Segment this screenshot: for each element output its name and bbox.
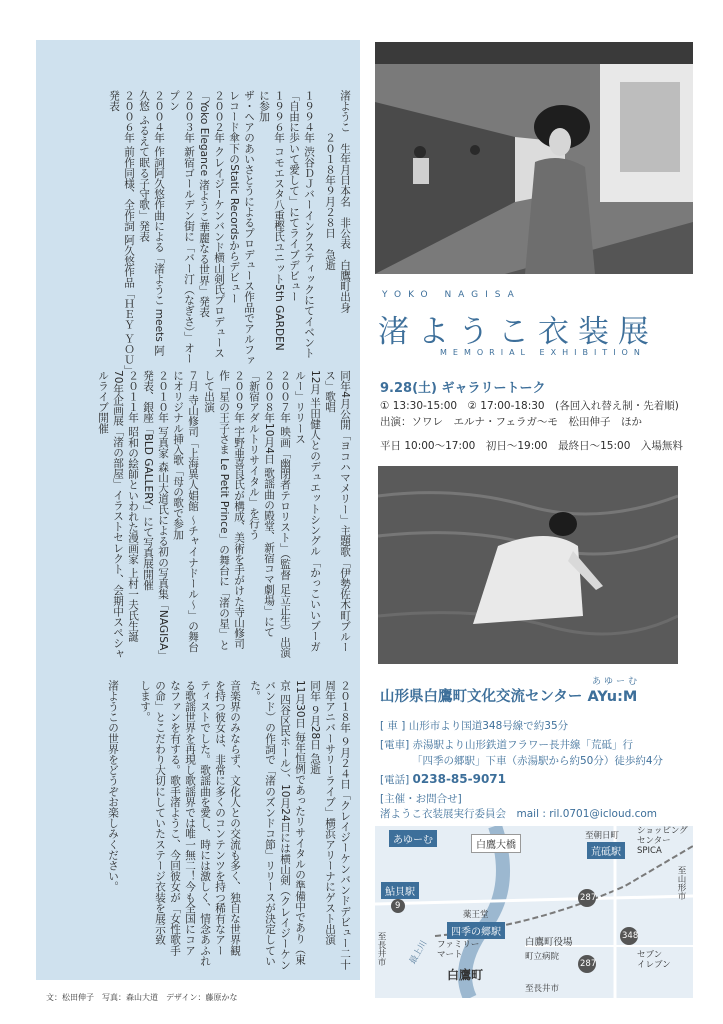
map-for-asahi: 至朝日町 [585, 831, 620, 841]
map-seven-eleven: セブン イレブン [637, 950, 671, 970]
bio-column: ザ・ヘアのあいさとうによるプロデュース作品でアルファ レコード傘下のStatic Recordsからデビュー ２００２年 クレイジーケンバンド横山剣氏プロデュース 「Yoko Elegance 渚ようこ華麗なる世界」発表 [198, 90, 255, 366]
exhibition-title: 渚ようこ衣装展 [378, 314, 658, 350]
map-town-office: 白鷹町役場 [525, 937, 573, 948]
bio-column: 同年4月公開「ヨコハマメリー」主題歌「伊勢佐木町ブルー ス」歌唱 12月 半田健人とのデュエットシングル「かっこいいブーガ ルー」リリース ２００７年 映画「幽閉者テロリスト」（監督 足立正生）出演 [279, 370, 351, 658]
map-family-mart: ファミリー マート [437, 940, 480, 960]
map-town-name: 白鷹町 [447, 968, 484, 982]
map-bridge-label: 白鷹大橋 [471, 834, 521, 853]
bio-column: １９９４年 渋谷ＤＪバーインクスティックにてイベント 「自由に歩いて愛して」にてライブデビュー １９９６年 コモエスタ八重樫氏ユニット5th GARDEN に参加 [258, 90, 315, 359]
subtitle-english: MEMORIAL EXHIBITION [440, 348, 646, 357]
car-directions: 山形市より国道348号線で約35分 [408, 720, 569, 732]
map-for-nagai: 至長井市 [376, 932, 386, 966]
organizer-label: [主催・お問合せ] [380, 793, 462, 805]
car-label: [ 車 ] [380, 720, 406, 732]
biography-panel [36, 40, 360, 980]
bio-column: ２０１８年 ９月２４日「クレイジーケンバンドデビュー二十 周年アニバーサリーライブ」横浜アリーナにゲスト出演 同年 ９月28日 急逝 11月30日 毎年恒例であったリサイタルの準備中であり（東 京 四谷区民ホール）、10月24日には横山剣（クレイジーケン バンド）の作詞で「渚のズンドコ節」リリースが決定してい た。 [249, 680, 351, 971]
gallery-talk-times: ① 13:30-15:00 ② 17:00-18:30 (各回入れ替え制・先着順) [380, 400, 679, 412]
map-shopping-center: ショッピング センター SPICA [637, 826, 688, 856]
train-directions-2: 「四季の郷駅」下車（赤湯駅から約50分）徒歩約4分 [412, 755, 664, 767]
map-route-348: 348 [622, 931, 639, 941]
bio-column: 渚ようこ 生年月日本名 非公表 白鷹町出身 ２０１８年９月２８日 急逝 [324, 90, 351, 313]
venue-name: 山形県白鷹町文化交流センター AYu:M [380, 689, 638, 705]
contact-mail: mail : ril.0701@icloud.com [516, 808, 658, 820]
map-ayum-label: あゆーむ [389, 830, 437, 847]
bio-column: ２００３年 新宿ゴールデン街に「バー汀（なぎさ）」オー プン ２００４年 作詞阿久悠作曲による「渚ようこ meets 阿 久悠 ふるえて眠る子守歌」発表 ２００６年 前作同様、全作詞 阿久悠作品「ＨＥＹ ＹＯＵ」 発表 [108, 90, 195, 376]
train-directions: 赤湯駅より山形鉄道フラワー長井線「荒砥」行 [412, 739, 634, 751]
opening-hours: 平日 10:00～17:00 初日～19:00 最終日～15:00 入場無料 [380, 440, 683, 452]
dune-photo [378, 466, 678, 664]
gallery-talk-heading: 9.28(土) ギャラリートーク [380, 381, 546, 396]
map-yakuodo: 薬王堂 [463, 910, 489, 920]
title-english: YOKO NAGISA [382, 290, 521, 300]
map-ayukai-station: 鮎貝駅 [381, 882, 419, 899]
map-route-9: 9 [395, 901, 401, 911]
gallery-talk-performers: 出演：ソワレ エルナ・フェラガ～モ 松田伸子 ほか [380, 416, 642, 428]
venue-ruby: あゆーむ [592, 677, 641, 687]
map-route-287-b: 287 [580, 959, 597, 969]
bio-column: 音楽界のみならず、文化人との交流も多く、独自な世界観 を持つ彼女は、非常に多くのコンテンツを持つ稀有なアー ティストでした。歌謡曲を愛し、時には激しく、情念あふれ る歌謡世界を再現し歌謡界では唯一無二！今も全国にコア なファンを有する。歌手渚ようこ、今回彼女が「女性歌手 の命」とこだわり大切にしていたステージ衣装を展示致 します。 [139, 680, 241, 967]
access-map [375, 826, 693, 998]
map-for-yamagata: 至山形市 [676, 866, 686, 900]
bio-column: 渚ようこの世界をどうぞお楽しみください。 [107, 680, 119, 892]
bio-column: ２００８年10月4日 歌謡曲の殿堂、新宿コマ劇場」にて 「新宿アダルトリサイタル」を行う ２００９年 宇野亜喜良氏が構成、美術を手がけた寺山修司 作「星の王子さま Le Petit Prince」の舞台に「渚の星」と して出演 [203, 370, 275, 651]
phone-number: 0238-85-9071 [412, 772, 507, 786]
bio-column: ７月 寺山修司「上海異人娼館 ～チャイナドール～」の舞台 にオリジナル挿入歌「母の歌で参加 ２０１０年 写真家 森山大道氏による初の写真集「NAGISA」 発表、銀座「BLD GALLERY」にて写真展開催 ２０１１年 昭和の絵師といわれた漫画家 上村一夫氏生誕 70年企画展「渚の部屋」イラストセレクト、会期中スペシャ ルライブ開催 [97, 370, 199, 662]
credits: 文：松田伸子 写真：森山大道 デザイン：藤原かな [46, 993, 238, 1002]
phone-label: [電話] [380, 774, 410, 786]
organizer-name: 渚ようこ衣装展実行委員会 [380, 808, 506, 820]
train-photo [375, 42, 693, 274]
map-shikinosato-station: 四季の郷駅 [447, 922, 505, 939]
map-hospital: 町立病院 [525, 952, 560, 962]
map-for-nagai-2: 至長井市 [525, 984, 560, 994]
map-route-287-a: 287 [580, 893, 597, 903]
train-label: [電車] [380, 739, 410, 751]
map-river: 最上川 [407, 938, 430, 967]
map-arato-station: 荒砥駅 [587, 842, 625, 859]
